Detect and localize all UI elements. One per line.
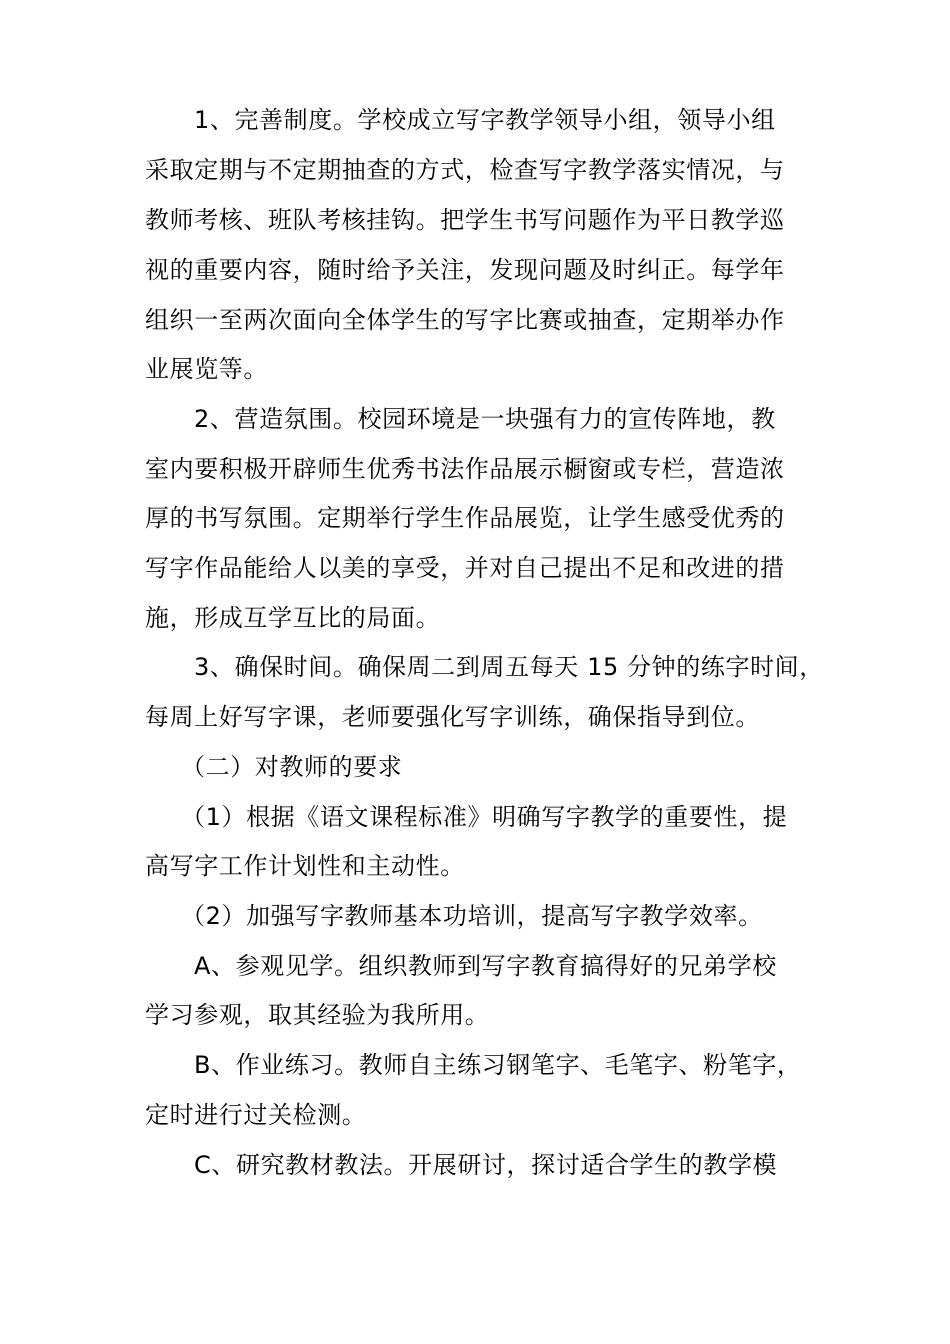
paragraph-1-line-1: 1、完善制度。学校成立写字教学领导小组，领导小组 <box>194 106 776 134</box>
requirement-1-line-2: 高写字工作计划性和主动性。 <box>145 852 465 880</box>
paragraph-1-line-3: 教师考核、班队考核挂钩。把学生书写问题作为平日教学巡 <box>145 206 785 234</box>
requirement-2-line-1: （2）加强写字教师基本功培训，提高写字教学效率。 <box>181 902 763 930</box>
paragraph-3-line-1: 3、确保时间。确保周二到周五每天 15 分钟的练字时间， <box>194 653 824 681</box>
item-a-line-2: 学习参观，取其经验为我所用。 <box>145 1001 490 1029</box>
section-heading: （二）对教师的要求 <box>181 753 403 781</box>
item-b-line-2: 定时进行过关检测。 <box>145 1101 367 1129</box>
paragraph-3-line-2: 每周上好写字课，老师要强化写字训练，确保指导到位。 <box>145 703 760 731</box>
item-c-line-1: C、研究教材教法。开展研讨，探讨适合学生的教学模 <box>194 1151 778 1179</box>
paragraph-2-line-5: 施，形成互学互比的局面。 <box>145 604 441 632</box>
paragraph-1-line-4: 视的重要内容，随时给予关注，发现问题及时纠正。每学年 <box>145 256 785 284</box>
item-a-line-1: A、参观见学。组织教师到写字教育搞得好的兄弟学校 <box>194 952 777 980</box>
paragraph-1-line-5: 组织一至两次面向全体学生的写字比赛或抽查，定期举办作 <box>145 306 785 334</box>
requirement-1-line-1: （1）根据《语文课程标准》明确写字教学的重要性，提 <box>181 803 788 831</box>
paragraph-2-line-4: 写字作品能给人以美的享受，并对自己提出不足和改进的措 <box>145 554 785 582</box>
paragraph-1-line-2: 采取定期与不定期抽查的方式，检查写字教学落实情况，与 <box>145 156 785 184</box>
paragraph-2-line-3: 厚的书写氛围。定期举行学生作品展览，让学生感受优秀的 <box>145 504 785 532</box>
item-b-line-1: B、作业练习。教师自主练习钢笔字、毛笔字、粉笔字， <box>194 1051 802 1079</box>
paragraph-2-line-1: 2、营造氛围。校园环境是一块强有力的宣传阵地，教 <box>194 405 776 433</box>
paragraph-2-line-2: 室内要积极开辟师生优秀书法作品展示橱窗或专栏，营造浓 <box>145 455 785 483</box>
paragraph-1-line-6: 业展览等。 <box>145 355 268 383</box>
